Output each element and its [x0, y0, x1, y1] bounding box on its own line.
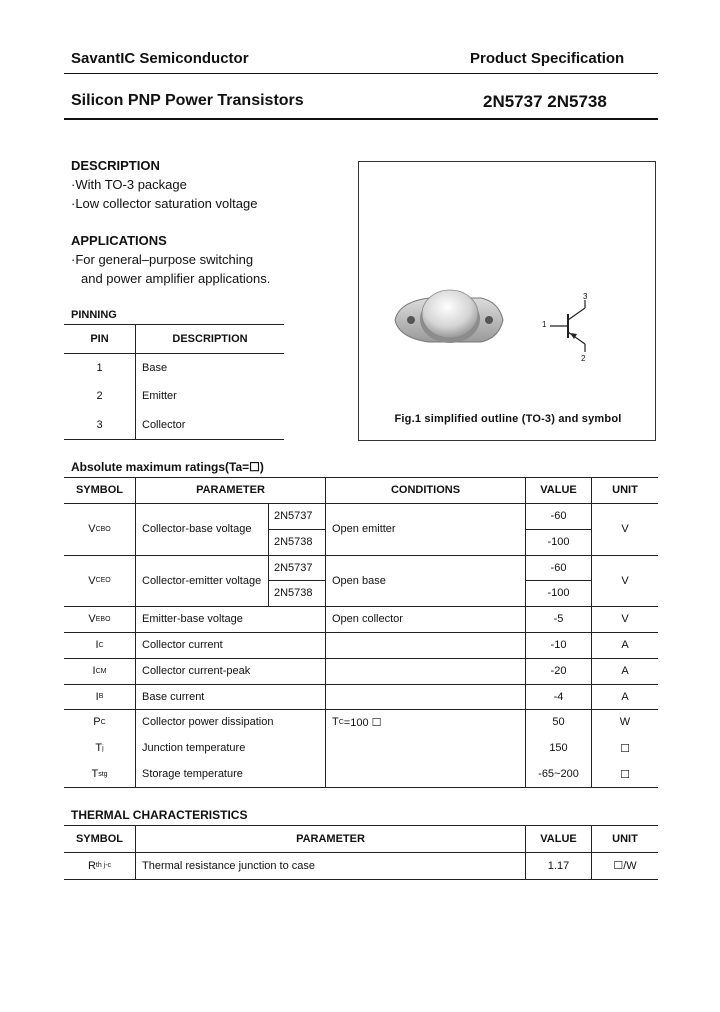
- to3-package-and-symbol: [359, 162, 657, 442]
- symbol-subscript: C: [98, 641, 104, 649]
- symbol-letter: R: [87, 859, 96, 872]
- symbol-pin-label: 3: [583, 292, 588, 301]
- symbol-letter: T: [95, 742, 103, 754]
- parameter-cell: Collector-emitter voltage: [142, 574, 262, 587]
- symbol-cell: [64, 555, 135, 606]
- symbol-cell: [64, 709, 135, 735]
- symbol-subscript: CM: [95, 667, 107, 675]
- value-cell: -65~200: [538, 768, 579, 780]
- symbol-letter: I: [95, 690, 99, 703]
- parameter-cell: Collector power dissipation: [142, 716, 274, 728]
- condition-cell: Open collector: [332, 613, 403, 625]
- value-cell: -10: [550, 639, 567, 651]
- unit-cell: A: [621, 665, 629, 677]
- parameter-cell: Collector current: [142, 639, 223, 651]
- symbol-letter: V: [88, 613, 96, 625]
- unit-cell: A: [621, 690, 629, 703]
- value-cell: -5: [553, 613, 564, 625]
- value-cell: 1.17: [547, 859, 570, 872]
- part-cell: 2N5737: [274, 561, 313, 574]
- unit-cell: W: [619, 716, 631, 728]
- symbol-subscript: C: [100, 718, 106, 726]
- table-divider: [325, 477, 326, 787]
- symbol-subscript: CBO: [95, 525, 111, 533]
- symbol-letter: I: [92, 665, 96, 677]
- parameter-cell: Storage temperature: [142, 768, 243, 780]
- unit-cell: A: [621, 639, 629, 651]
- table-divider: [135, 477, 136, 787]
- parameter-cell: Collector current-peak: [142, 665, 251, 677]
- pinning-heading: PINNING: [71, 309, 117, 321]
- symbol-subscript: B: [98, 693, 104, 700]
- unit-cell: V: [621, 523, 629, 535]
- symbol-letter: V: [88, 523, 96, 535]
- value-cell: -60: [550, 561, 567, 574]
- symbol-subscript: th j-c: [95, 862, 112, 869]
- applications-line: ·For general–purpose switching: [71, 252, 254, 267]
- figure-caption: Fig.1 simplified outline (TO-3) and symbol: [394, 413, 622, 425]
- parameter-cell: Base current: [142, 690, 205, 703]
- applications-heading: APPLICATIONS: [71, 233, 167, 248]
- description-item: ·Low collector saturation voltage: [71, 196, 258, 211]
- figure-box: [358, 161, 656, 441]
- pin-number: 3: [96, 418, 103, 431]
- pin-description: Collector: [142, 418, 186, 431]
- thermal-header-value: VALUE: [540, 832, 577, 845]
- condition-value: =100 ☐: [343, 716, 382, 729]
- symbol-cell: [64, 684, 135, 709]
- header-rule-bottom: [64, 118, 658, 120]
- symbol-cell: [64, 503, 135, 555]
- unit-cell: V: [621, 574, 629, 587]
- condition-cell: [332, 709, 525, 735]
- abs-header-conditions: CONDITIONS: [390, 484, 461, 496]
- symbol-letter: T: [91, 768, 99, 780]
- symbol-pin-label: 1: [542, 320, 547, 329]
- value-cell: -4: [553, 690, 564, 703]
- product-line-title: Silicon PNP Power Transistors: [71, 92, 304, 109]
- mounting-hole: [485, 316, 493, 324]
- symbol-subscript: EBO: [95, 615, 111, 623]
- unit-cell: ☐: [620, 768, 630, 781]
- condition-symbol: T: [332, 716, 339, 728]
- header-rule-top: [64, 73, 658, 74]
- unit-cell: ☐: [620, 742, 630, 755]
- symbol-letter: V: [88, 574, 96, 587]
- value-cell: -60: [550, 510, 567, 522]
- thermal-header-parameter: PARAMETER: [296, 832, 365, 845]
- abs-header-unit: UNIT: [612, 484, 638, 496]
- abs-header-symbol: SYMBOL: [75, 484, 124, 496]
- symbol-letter: I: [95, 639, 99, 651]
- pinning-rule: [64, 439, 284, 440]
- pin-description: Base: [142, 362, 168, 374]
- pin-description: Emitter: [142, 390, 177, 402]
- symbol-pin-label: 2: [581, 354, 586, 363]
- abs-header-value: VALUE: [540, 484, 577, 496]
- symbol-subscript: CEO: [95, 577, 111, 584]
- condition-cell: Open emitter: [332, 523, 396, 535]
- pinning-header-pin: PIN: [90, 332, 109, 345]
- value-cell: 150: [549, 742, 568, 754]
- parameter-cell: Thermal resistance junction to case: [142, 859, 316, 872]
- unit-cell: V: [621, 613, 629, 625]
- table-divider: [268, 503, 269, 606]
- part-cell: 2N5738: [274, 536, 313, 548]
- symbol-cell: [64, 735, 135, 761]
- unit-cell: ☐/W: [613, 860, 637, 872]
- to3-can: [422, 290, 478, 338]
- symbol-cell: [64, 632, 135, 658]
- value-cell: -100: [547, 587, 570, 599]
- symbol-cell: [64, 852, 135, 879]
- symbol-subscript: stg: [98, 770, 108, 778]
- parameter-cell: Collector-base voltage: [142, 523, 252, 535]
- parameter-cell: Junction temperature: [142, 742, 246, 754]
- parameter-cell: Emitter-base voltage: [142, 613, 243, 625]
- mounting-hole: [407, 316, 415, 324]
- abs-max-heading: Absolute maximum ratings(Ta=☐): [71, 460, 264, 474]
- condition-subscript: C: [338, 718, 344, 726]
- abs-header-parameter: PARAMETER: [196, 484, 265, 496]
- pin-number: 2: [96, 390, 103, 402]
- symbol-cell: [64, 761, 135, 787]
- value-cell: -100: [547, 536, 570, 548]
- part-cell: 2N5737: [274, 510, 313, 522]
- description-item: ·With TO-3 package: [71, 177, 187, 192]
- collector-line: [568, 308, 585, 320]
- applications-line: and power amplifier applications.: [81, 271, 271, 286]
- pin-number: 1: [96, 362, 103, 374]
- symbol-subscript: j: [102, 744, 104, 752]
- condition-cell: Open base: [332, 574, 386, 587]
- thermal-heading: THERMAL CHARACTERISTICS: [71, 808, 248, 822]
- symbol-letter: P: [93, 716, 101, 728]
- value-cell: 50: [552, 716, 565, 728]
- value-cell: -20: [550, 665, 567, 677]
- symbol-cell: [64, 606, 135, 632]
- document-type: Product Specification: [470, 50, 625, 67]
- company-name: SavantIC Semiconductor: [71, 50, 249, 67]
- description-heading: DESCRIPTION: [71, 158, 160, 173]
- symbol-cell: [64, 658, 135, 684]
- part-cell: 2N5738: [274, 587, 313, 599]
- pinning-header-description: DESCRIPTION: [172, 332, 248, 345]
- thermal-header-symbol: SYMBOL: [75, 832, 124, 845]
- table-rule: [64, 787, 658, 788]
- part-numbers-title: 2N5737 2N5738: [483, 92, 607, 111]
- thermal-header-unit: UNIT: [612, 832, 638, 845]
- table-rule: [64, 879, 658, 880]
